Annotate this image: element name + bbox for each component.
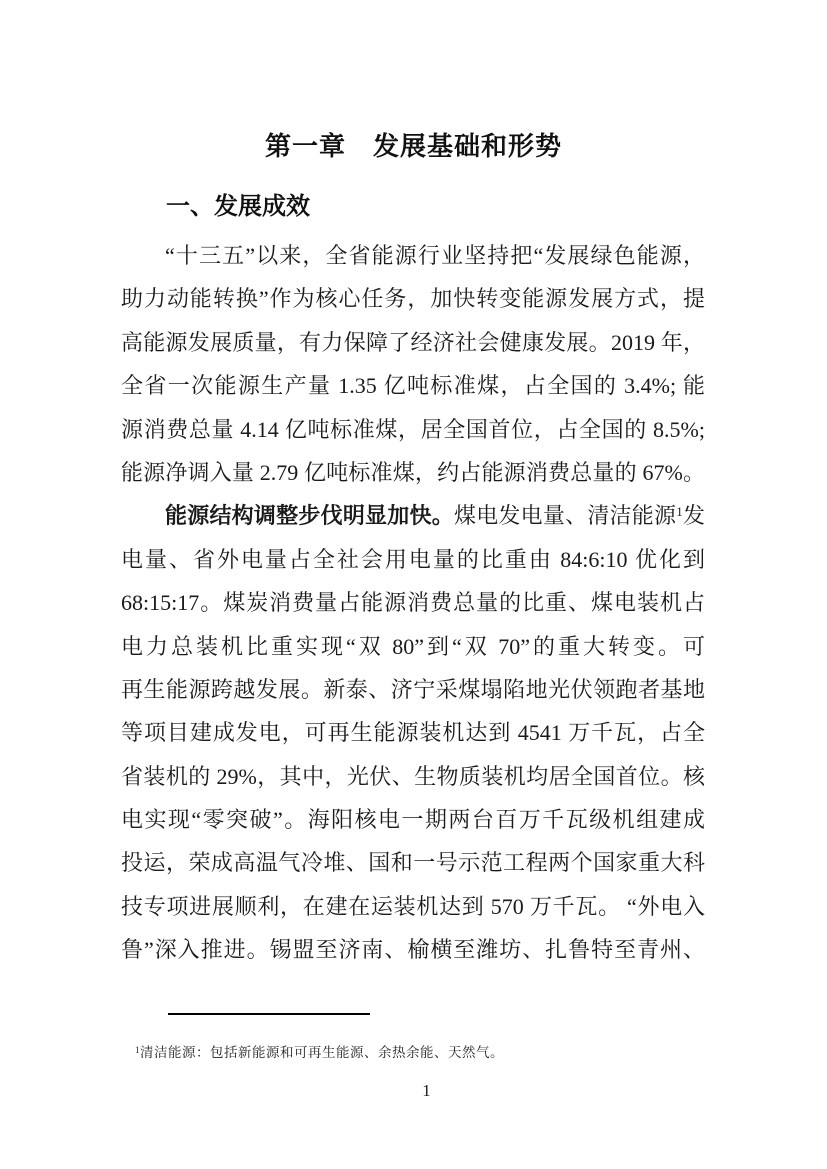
body-text-block: [121, 234, 705, 972]
chapter-title: 第一章 发展基础和形势: [264, 131, 562, 161]
body-line: 鲁”深入推进。锡盟至济南、榆横至潍坊、扎鲁特至青州、: [121, 937, 705, 963]
body-line: 等项目建成发电，可再生能源装机达到 4541 万千瓦，占全: [121, 720, 705, 746]
bold-lead-sentence: 能源结构调整步伐明显加快。: [165, 503, 454, 529]
body-line: 电实现“零突破”。海阳核电一期两台百万千瓦级机组建成: [121, 807, 705, 833]
footnote-number: 1: [135, 1045, 140, 1055]
body-line: 全省一次能源生产量 1.35 亿吨标准煤，占全国的 3.4%; 能: [121, 373, 705, 399]
footnote: [135, 1041, 504, 1061]
body-text: 煤电发电量、清洁能源: [453, 503, 677, 529]
body-line: 技专项进展顺利，在建在运装机达到 570 万千瓦。 “外电入: [121, 893, 705, 919]
body-line: “十三五”以来，全省能源行业坚持把“发展绿色能源，: [165, 243, 705, 268]
page-number: 1: [422, 1081, 431, 1100]
footnote-separator-rule: [168, 1013, 370, 1015]
body-text: 发: [682, 503, 705, 529]
body-line: 高能源发展质量，有力保障了经济社会健康发展。2019 年，: [121, 329, 705, 355]
body-line: 电量、省外电量占全社会用电量的比重由 84:6:10 优化到: [121, 546, 705, 572]
body-line: 68:15:17。煤炭消费量占能源消费总量的比重、煤电装机占: [121, 590, 705, 616]
body-line: 电力总装机比重实现“双 80”到“双 70”的重大转变。可: [121, 633, 705, 659]
body-line: 源消费总量 4.14 亿吨标准煤，居全国首位，占全国的 8.5%;: [121, 416, 705, 442]
body-line: 省装机的 29%，其中，光伏、生物质装机均居全国首位。核: [121, 763, 705, 789]
section-heading: 一、发展成效: [166, 193, 310, 220]
body-line: 再生能源跨越发展。新泰、济宁采煤塌陷地光伏领跑者基地: [121, 676, 705, 702]
footnote-reference-mark: 1: [676, 504, 683, 520]
body-line: 能源净调入量 2.79 亿吨标准煤，约占能源消费总量的 67%。: [121, 459, 705, 485]
body-line: 助力动能转换”作为核心任务，加快转变能源发展方式，提: [121, 286, 705, 312]
body-line: 投运，荣成高温气冷堆、国和一号示范工程两个国家重大科: [121, 850, 705, 876]
footnote-text: 清洁能源：包括新能源和可再生能源、余热余能、天然气。: [140, 1045, 504, 1060]
body-line: [121, 494, 705, 537]
